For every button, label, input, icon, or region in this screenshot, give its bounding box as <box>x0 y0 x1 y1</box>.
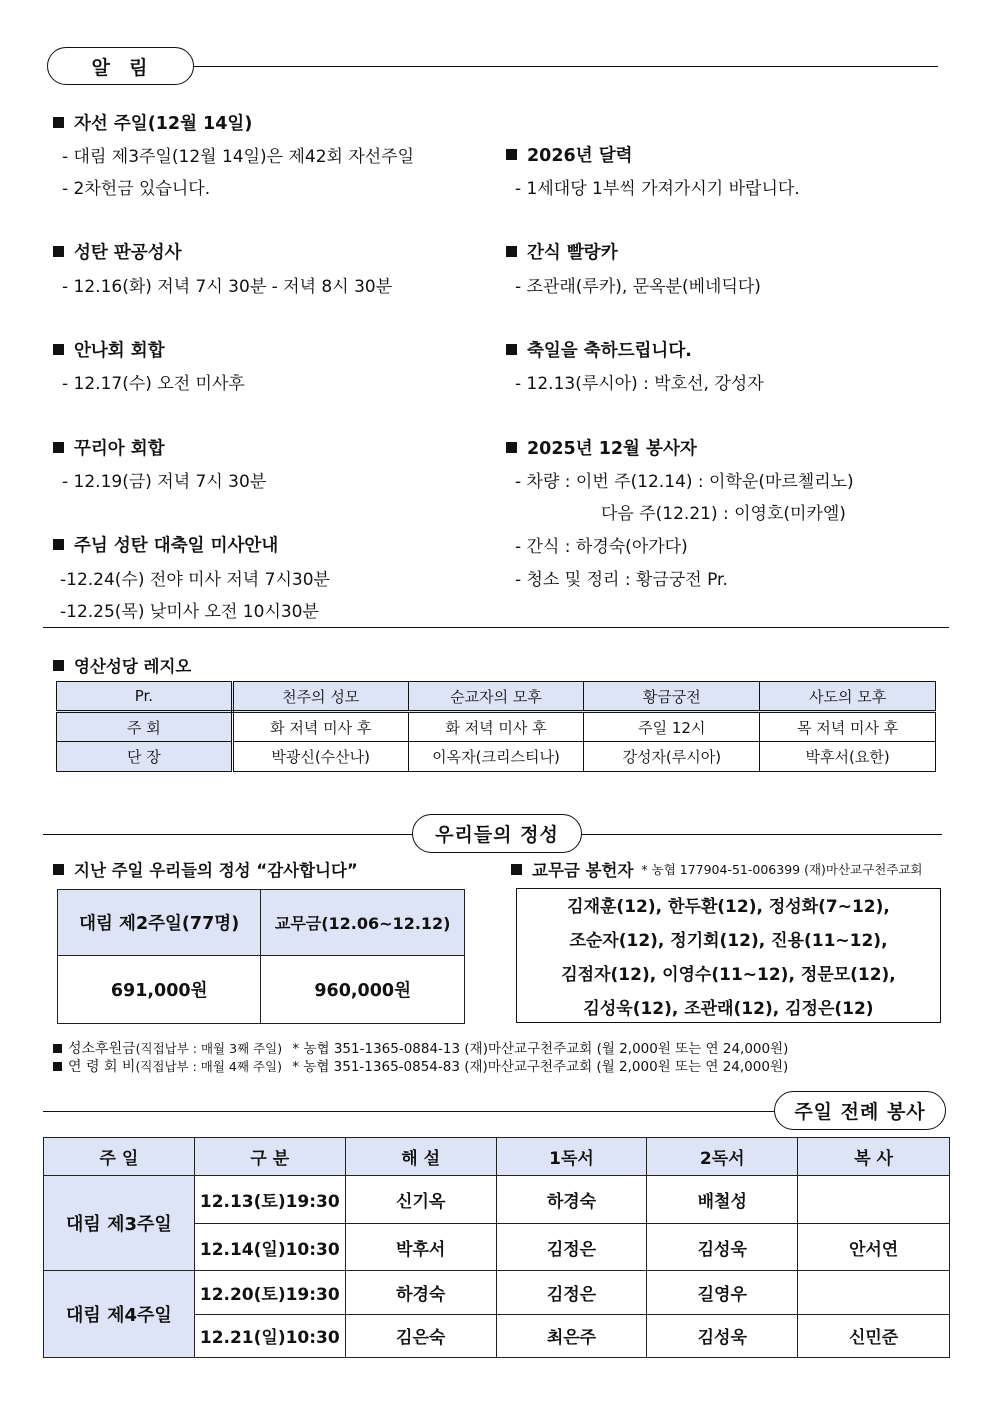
notice-line: 다음 주(12.21) : 이영호(미카엘) <box>601 504 846 524</box>
liturgy-header-cell: 구 분 <box>194 1138 345 1176</box>
liturgy-week-name: 대림 제4주일 <box>44 1271 195 1358</box>
liturgy-table <box>43 1137 950 1358</box>
notice-line: - 차량 : 이번 주(12.14) : 이학운(마르첼리노) <box>515 472 854 492</box>
square-bullet-icon <box>53 117 64 128</box>
divider <box>582 834 942 835</box>
donors-box <box>516 888 941 1023</box>
notices-section-header <box>47 47 194 85</box>
square-bullet-icon <box>506 344 517 355</box>
liturgy-cell: 하경숙 <box>496 1176 647 1224</box>
notice-title-snack-palanca: 간식 빨랑카 <box>506 239 618 264</box>
liturgy-cell: 배철성 <box>647 1176 798 1224</box>
notice-title-charity-sunday: 자선 주일(12월 14일) <box>53 110 252 135</box>
liturgy-row <box>44 1271 950 1315</box>
donors-account: * 농협 177904-51-006399 (재)마산교구천주교회 <box>641 862 923 877</box>
square-bullet-icon <box>511 864 522 875</box>
notice-title-volunteers: 2025년 12월 봉사자 <box>506 435 697 460</box>
legio-title: 영산성당 레지오 <box>53 653 191 677</box>
legio-header-cell: 천주의 성모 <box>232 682 408 712</box>
liturgy-cell: 김은숙 <box>345 1314 496 1358</box>
legio-row-president <box>57 742 936 772</box>
legio-header-cell: 순교자의 모후 <box>408 682 584 712</box>
liturgy-header-row <box>44 1138 950 1176</box>
donors-line: 김재훈(12), 한두환(12), 정성화(7~12), <box>567 897 890 917</box>
square-bullet-icon <box>506 442 517 453</box>
liturgy-cell: 길영우 <box>647 1271 798 1315</box>
liturgy-cell: 안서연 <box>798 1224 950 1271</box>
notice-title-christmas-mass: 주님 성탄 대축일 미사안내 <box>53 532 278 557</box>
notice-title-anna-meeting: 안나회 회합 <box>53 337 165 362</box>
notice-line: - 12.17(수) 오전 미사후 <box>62 374 245 394</box>
liturgy-header-cell: 2독서 <box>647 1138 798 1176</box>
notice-line: - 청소 및 정리 : 황금궁전 Pr. <box>515 570 728 590</box>
liturgy-cell: 하경숙 <box>345 1271 496 1315</box>
legio-cell: 화 저녁 미사 후 <box>232 712 408 742</box>
liturgy-cell: 김성욱 <box>647 1314 798 1358</box>
liturgy-cell: 최은주 <box>496 1314 647 1358</box>
offering-value-tithe: 960,000원 <box>261 956 465 1024</box>
square-bullet-icon <box>53 539 64 550</box>
legio-row-label: 주 회 <box>57 712 233 742</box>
notice-line: - 2차헌금 있습니다. <box>62 179 211 199</box>
legio-table <box>56 681 936 772</box>
liturgy-header-cell: 해 설 <box>345 1138 496 1176</box>
square-bullet-icon <box>53 864 64 875</box>
notice-title-calendar: 2026년 달력 <box>506 142 633 167</box>
offering-header-sunday: 대림 제2주일(77명) <box>58 890 261 956</box>
liturgy-cell-time: 12.21(일)10:30 <box>194 1314 345 1358</box>
liturgy-cell-time: 12.13(토)19:30 <box>194 1176 345 1224</box>
liturgy-cell-time: 12.14(일)10:30 <box>194 1224 345 1271</box>
funeral-fee-note: 연 령 회 비(직접납부 : 매월 4째 주일) * 농협 351-1365-0854-83 (재)마산교구천주교회 (월 2,000원 또는 연 24,000원) <box>53 1055 788 1076</box>
legio-cell: 목 저녁 미사 후 <box>760 712 936 742</box>
offering-header-row <box>58 890 465 956</box>
notice-title-confession: 성탄 판공성사 <box>53 239 182 264</box>
legio-cell: 이옥자(크리스티나) <box>408 742 584 772</box>
divider <box>43 1111 775 1112</box>
liturgy-cell: 박후서 <box>345 1224 496 1271</box>
notice-line: - 간식 : 하경숙(아가다) <box>515 537 688 557</box>
liturgy-section-title: 주일 전례 봉사 <box>794 1101 926 1123</box>
liturgy-week-name: 대림 제3주일 <box>44 1176 195 1271</box>
offering-value-sunday: 691,000원 <box>58 956 261 1024</box>
legio-cell: 박광신(수산나) <box>232 742 408 772</box>
square-bullet-icon <box>53 660 64 671</box>
square-bullet-icon <box>506 246 517 257</box>
notice-title-feast-day: 축일을 축하드립니다. <box>506 337 692 362</box>
legio-cell: 화 저녁 미사 후 <box>408 712 584 742</box>
liturgy-header-cell: 1독서 <box>496 1138 647 1176</box>
liturgy-cell: 신기옥 <box>345 1176 496 1224</box>
offering-value-row <box>58 956 465 1024</box>
legio-row-label: 단 장 <box>57 742 233 772</box>
notice-title-curia-meeting: 꾸리아 회합 <box>53 435 165 460</box>
square-bullet-icon <box>53 246 64 257</box>
legio-header-cell: 황금궁전 <box>584 682 760 712</box>
legio-header-cell: Pr. <box>57 682 233 712</box>
offering-table <box>57 889 465 1024</box>
donors-title: 교무금 봉헌자 * 농협 177904-51-006399 (재)마산교구천주교회 <box>511 857 923 881</box>
offering-header-tithe: 교무금(12.06~12.12) <box>261 890 465 956</box>
offering-thanks-title: 지난 주일 우리들의 정성 “감사합니다” <box>53 857 358 881</box>
offering-section-header <box>412 814 582 853</box>
liturgy-cell: 김정은 <box>496 1271 647 1315</box>
legio-cell: 주일 12시 <box>584 712 760 742</box>
notice-line: - 12.19(금) 저녁 7시 30분 <box>62 472 267 492</box>
legio-row-meeting <box>57 712 936 742</box>
liturgy-cell <box>798 1176 950 1224</box>
notice-line: - 1세대당 1부씩 가져가시기 바랍니다. <box>515 179 800 199</box>
liturgy-cell <box>798 1271 950 1315</box>
divider <box>43 834 413 835</box>
square-bullet-icon <box>53 442 64 453</box>
donors-line: 김점자(12), 이영수(11~12), 정문모(12), <box>561 965 896 985</box>
square-bullet-icon <box>53 1062 62 1071</box>
liturgy-section-header <box>774 1091 946 1130</box>
legio-cell: 강성자(루시아) <box>584 742 760 772</box>
square-bullet-icon <box>53 1044 62 1053</box>
donors-line: 김성욱(12), 조관래(12), 김정은(12) <box>583 999 874 1019</box>
liturgy-header-cell: 복 사 <box>798 1138 950 1176</box>
notice-line: -12.24(수) 전야 미사 저녁 7시30분 <box>60 570 330 590</box>
legio-header-cell: 사도의 모후 <box>760 682 936 712</box>
notice-line: - 대림 제3주일(12월 14일)은 제42회 자선주일 <box>62 147 415 167</box>
square-bullet-icon <box>506 149 517 160</box>
liturgy-cell: 신민준 <box>798 1314 950 1358</box>
divider <box>194 66 938 67</box>
notice-line: - 12.16(화) 저녁 7시 30분 - 저녁 8시 30분 <box>62 277 393 297</box>
notice-line: - 12.13(루시아) : 박호선, 강성자 <box>515 374 764 394</box>
square-bullet-icon <box>53 344 64 355</box>
liturgy-header-cell: 주 일 <box>44 1138 195 1176</box>
liturgy-cell-time: 12.20(토)19:30 <box>194 1271 345 1315</box>
liturgy-cell: 김정은 <box>496 1224 647 1271</box>
notice-line: -12.25(목) 낮미사 오전 10시30분 <box>60 602 319 622</box>
divider <box>43 627 949 628</box>
donors-line: 조순자(12), 정기회(12), 진용(11~12), <box>569 931 888 951</box>
notices-section-title: 알 림 <box>91 56 150 79</box>
vocation-support-note: 성소후원금(직접납부 : 매월 3째 주일) * 농협 351-1365-0884-13 (재)마산교구천주교회 (월 2,000원 또는 연 24,000원) <box>53 1037 788 1058</box>
liturgy-cell: 김성욱 <box>647 1224 798 1271</box>
liturgy-row <box>44 1176 950 1224</box>
offering-section-title: 우리들의 정성 <box>435 824 559 846</box>
notice-line: - 조관래(루카), 문옥분(베네딕다) <box>515 277 761 297</box>
legio-header-row <box>57 682 936 712</box>
legio-cell: 박후서(요한) <box>760 742 936 772</box>
